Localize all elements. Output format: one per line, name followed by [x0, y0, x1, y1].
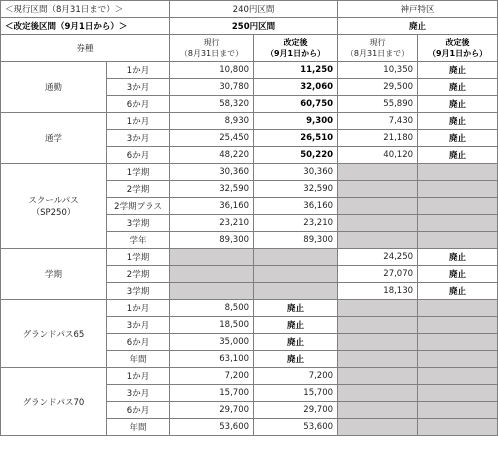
empty-cell [170, 266, 254, 283]
fare-240-revised: 23,210 [254, 215, 338, 232]
empty-cell [418, 198, 498, 215]
fare-240-revised: 32,060 [254, 79, 338, 96]
empty-cell [254, 249, 338, 266]
fare-kobe-revised: 廃止 [418, 147, 498, 164]
current-date-label: （8月31日まで） [345, 49, 410, 58]
period-cell: 2学期 [107, 266, 170, 283]
fare-kobe-current: 40,120 [338, 147, 418, 164]
empty-cell [338, 317, 418, 334]
fare-240-current: 15,700 [170, 385, 254, 402]
fare-240-current: 25,450 [170, 130, 254, 147]
period-cell: 1学期 [107, 249, 170, 266]
col-240-revised-subheader [254, 35, 338, 62]
header-row-columns [1, 35, 498, 62]
fare-240-current: 36,160 [170, 198, 254, 215]
fare-240-revised: 7,200 [254, 368, 338, 385]
col-240-header: 240円区間 [170, 1, 338, 18]
period-cell: 1か月 [107, 368, 170, 385]
fare-240-revised: 60,750 [254, 96, 338, 113]
empty-cell [418, 419, 498, 436]
fare-240-revised: 30,360 [254, 164, 338, 181]
current-section-label: ＜現行区間（8月31日まで）＞ [1, 1, 170, 18]
empty-cell [418, 232, 498, 249]
period-cell: 3か月 [107, 79, 170, 96]
empty-cell [418, 164, 498, 181]
period-cell: 年間 [107, 419, 170, 436]
col-kobe-revised-subheader [418, 35, 498, 62]
empty-cell [254, 283, 338, 300]
period-cell: 1か月 [107, 62, 170, 79]
period-cell: 6か月 [107, 334, 170, 351]
school-pass-name: スクールパス [28, 196, 79, 206]
fare-240-current: 48,220 [170, 147, 254, 164]
empty-cell [418, 181, 498, 198]
revised-date-label: （9月1日から） [265, 49, 326, 58]
fare-240-revised: 廃止 [254, 351, 338, 368]
empty-cell [418, 317, 498, 334]
current-label: 現行 [203, 38, 220, 47]
empty-cell [338, 300, 418, 317]
fare-kobe-current: 21,180 [338, 130, 418, 147]
fare-kobe-revised: 廃止 [418, 96, 498, 113]
fare-kobe-revised: 廃止 [418, 283, 498, 300]
fare-240-current: 30,360 [170, 164, 254, 181]
table-row [1, 368, 498, 385]
current-date-label: （8月31日まで） [179, 49, 244, 58]
fare-240-current: 35,000 [170, 334, 254, 351]
empty-cell [170, 249, 254, 266]
fare-240-current: 58,320 [170, 96, 254, 113]
fare-kobe-revised: 廃止 [418, 266, 498, 283]
fare-kobe-current: 29,500 [338, 79, 418, 96]
empty-cell [338, 215, 418, 232]
group-grandpass65-label: グランドパス65 [1, 300, 107, 368]
fare-240-revised: 15,700 [254, 385, 338, 402]
group-term-label: 学期 [1, 249, 107, 300]
period-cell: 2学期プラス [107, 198, 170, 215]
school-pass-code: （SP250） [31, 208, 76, 218]
fare-240-current: 29,700 [170, 402, 254, 419]
fare-240-revised: 32,590 [254, 181, 338, 198]
table-row [1, 113, 498, 130]
fare-kobe-revised: 廃止 [418, 62, 498, 79]
fare-240-revised: 50,220 [254, 147, 338, 164]
empty-cell [418, 300, 498, 317]
col-kobe-current-header [338, 35, 418, 62]
empty-cell [338, 351, 418, 368]
group-school-pass-label [1, 164, 107, 249]
current-label: 現行 [369, 38, 386, 47]
empty-cell [338, 198, 418, 215]
revised-date-label: （9月1日から） [427, 49, 488, 58]
period-cell: 3学期 [107, 215, 170, 232]
period-cell: 学年 [107, 232, 170, 249]
period-cell: 6か月 [107, 402, 170, 419]
fare-240-current: 7,200 [170, 368, 254, 385]
empty-cell [338, 334, 418, 351]
empty-cell [418, 402, 498, 419]
ticket-type-header: 券種 [1, 35, 170, 62]
period-cell: 年間 [107, 351, 170, 368]
fare-240-revised: 廃止 [254, 334, 338, 351]
fare-240-current: 32,590 [170, 181, 254, 198]
fare-kobe-current: 7,430 [338, 113, 418, 130]
group-school-commute-label: 通学 [1, 113, 107, 164]
fare-kobe-current: 24,250 [338, 249, 418, 266]
fare-240-current: 10,800 [170, 62, 254, 79]
period-cell: 6か月 [107, 96, 170, 113]
period-cell: 3か月 [107, 385, 170, 402]
revised-section-label: ＜改定後区間（9月1日から）＞ [1, 18, 170, 35]
empty-cell [418, 334, 498, 351]
fare-kobe-revised: 廃止 [418, 130, 498, 147]
empty-cell [338, 368, 418, 385]
fare-240-revised: 36,160 [254, 198, 338, 215]
fare-240-current: 8,500 [170, 300, 254, 317]
fare-240-revised: 9,300 [254, 113, 338, 130]
header-row-current [1, 1, 498, 18]
fare-240-revised: 廃止 [254, 300, 338, 317]
fare-kobe-revised: 廃止 [418, 113, 498, 130]
header-row-revised [1, 18, 498, 35]
fare-240-revised: 29,700 [254, 402, 338, 419]
table-row [1, 62, 498, 79]
fare-kobe-revised: 廃止 [418, 249, 498, 266]
fare-kobe-current: 18,130 [338, 283, 418, 300]
empty-cell [418, 215, 498, 232]
group-grandpass70-label: グランドパス70 [1, 368, 107, 436]
fare-kobe-revised: 廃止 [418, 79, 498, 96]
table-row [1, 164, 498, 181]
empty-cell [418, 385, 498, 402]
fare-kobe-current: 55,890 [338, 96, 418, 113]
fare-240-current: 53,600 [170, 419, 254, 436]
fare-240-revised: 廃止 [254, 317, 338, 334]
col-kobe-revised-header: 廃止 [338, 18, 498, 35]
empty-cell [254, 266, 338, 283]
fare-240-current: 30,780 [170, 79, 254, 96]
empty-cell [418, 351, 498, 368]
empty-cell [338, 419, 418, 436]
empty-cell [338, 164, 418, 181]
fare-kobe-current: 27,070 [338, 266, 418, 283]
col-240-revised-header: 250円区間 [170, 18, 338, 35]
fare-240-revised: 11,250 [254, 62, 338, 79]
fare-240-current: 18,500 [170, 317, 254, 334]
period-cell: 3学期 [107, 283, 170, 300]
empty-cell [338, 232, 418, 249]
fare-240-current: 89,300 [170, 232, 254, 249]
fare-kobe-current: 10,350 [338, 62, 418, 79]
period-cell: 3か月 [107, 317, 170, 334]
period-cell: 2学期 [107, 181, 170, 198]
fare-240-current: 23,210 [170, 215, 254, 232]
period-cell: 1か月 [107, 113, 170, 130]
fare-240-revised: 26,510 [254, 130, 338, 147]
fare-240-revised: 89,300 [254, 232, 338, 249]
empty-cell [338, 385, 418, 402]
fare-240-revised: 53,600 [254, 419, 338, 436]
col-240-current-header [170, 35, 254, 62]
fare-240-current: 8,930 [170, 113, 254, 130]
empty-cell [170, 283, 254, 300]
table-row [1, 300, 498, 317]
empty-cell [338, 402, 418, 419]
group-commute-label: 通勤 [1, 62, 107, 113]
period-cell: 3か月 [107, 130, 170, 147]
fare-240-current: 63,100 [170, 351, 254, 368]
period-cell: 1か月 [107, 300, 170, 317]
revised-label: 改定後 [445, 38, 470, 47]
col-kobe-header: 神戸特区 [338, 1, 498, 18]
period-cell: 6か月 [107, 147, 170, 164]
table-row [1, 249, 498, 266]
period-cell: 1学期 [107, 164, 170, 181]
revised-label: 改定後 [283, 38, 308, 47]
empty-cell [338, 181, 418, 198]
empty-cell [418, 368, 498, 385]
